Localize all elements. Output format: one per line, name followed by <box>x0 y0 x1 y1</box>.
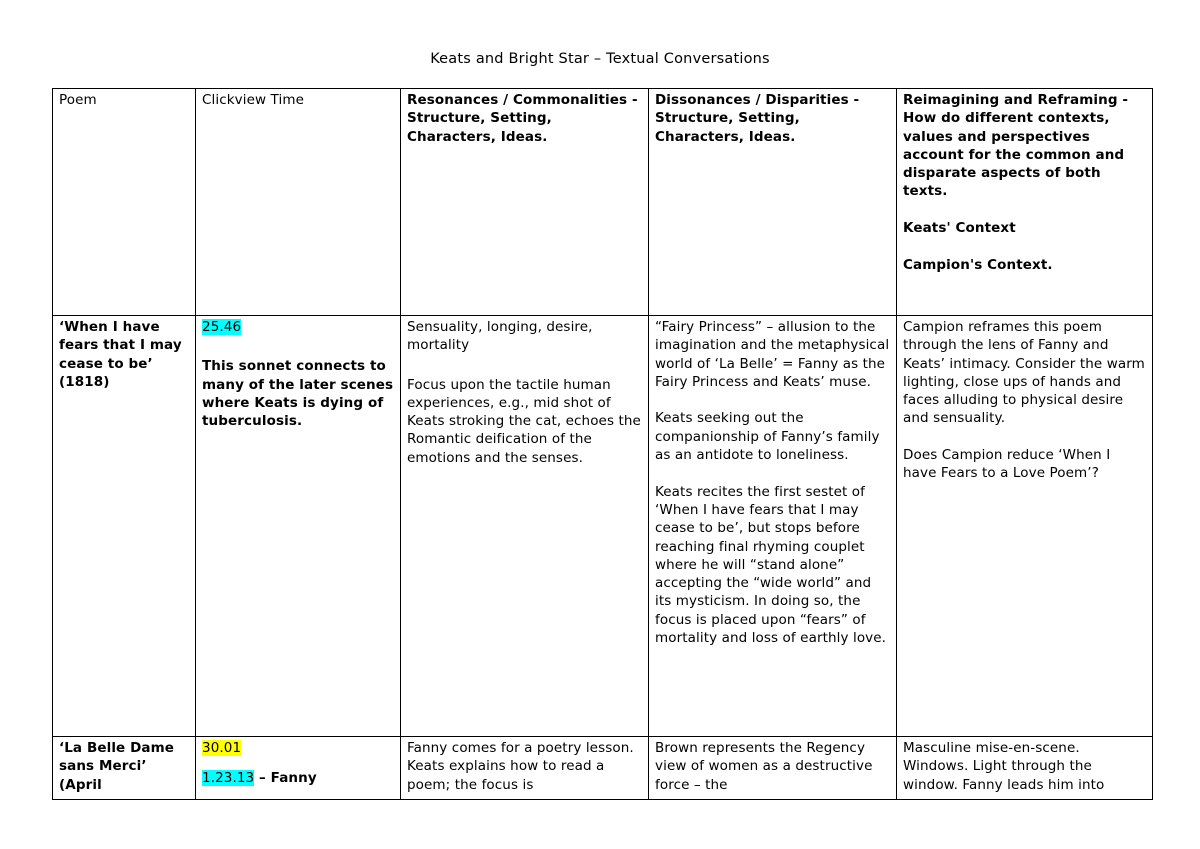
header-campion-context: Campion's Context. <box>903 256 1053 273</box>
table-row <box>53 316 1153 737</box>
header-reimagining <box>897 89 1153 316</box>
header-resonances: Resonances / Commonalities - Structure, Setting, Characters, Ideas. <box>401 89 649 316</box>
poem-cell: ‘La Belle Dame sans Merci’ (April <box>53 737 196 800</box>
table-header-row <box>53 89 1153 316</box>
resonances-cell: Sensuality, longing, desire, mortality Focus upon the tactile human experiences, e.g., mid shot of Keats stroking the cat, echoes the Romantic deification of the emotions and the senses. <box>401 316 649 737</box>
timestamp-highlight: 1.23.13 <box>202 770 255 787</box>
reimagining-cell: Masculine mise-en-scene. Windows. Light through the window. Fanny leads him into <box>897 737 1153 800</box>
clickview-cell <box>196 316 401 737</box>
dissonances-cell: Brown represents the Regency view of women as a destructive force – the <box>649 737 897 800</box>
poem-cell: ‘When I have fears that I may cease to be’ (1818) <box>53 316 196 737</box>
resonances-cell: Fanny comes for a poetry lesson. Keats explains how to read a poem; the focus is <box>401 737 649 800</box>
header-keats-context: Keats' Context <box>903 220 1016 237</box>
dissonances-cell: “Fairy Princess” – allusion to the imagination and the metaphysical world of ‘La Belle’ = Fanny as the Fairy Princess and Keats’ muse. Keats seeking out the companionship of Fanny’s family as an antidote to loneliness. Keats recites the first sestet of ‘When I have fears that I may cease to be’, but stops before reaching final rhyming couplet where he will “stand alone” accepting the “wide world” and its mysticism. In doing so, the focus is placed upon “fears” of mortality and loss of earthly love. <box>649 316 897 737</box>
document-title: Keats and Bright Star – Textual Conversations <box>430 51 770 67</box>
conversation-table <box>52 88 1153 800</box>
header-reimagining-text: Reimagining and Reframing - How do different contexts, values and perspectives account for the common and disparate aspects of both texts. <box>903 92 1129 200</box>
header-dissonances: Dissonances / Disparities - Structure, Setting, Characters, Ideas. <box>649 89 897 316</box>
header-clickview: Clickview Time <box>196 89 401 316</box>
timestamp-highlight: 30.01 <box>202 740 242 756</box>
header-poem: Poem <box>53 89 196 316</box>
clickview-cell: 30.01 1.23.13 – Fanny <box>196 737 401 800</box>
timestamp-highlight: 25.46 <box>202 319 242 335</box>
table-row <box>53 737 1153 800</box>
reimagining-cell: Campion reframes this poem through the lens of Fanny and Keats’ intimacy. Consider the warm lighting, close ups of hands and faces alluding to physical desire and sensuality. Does Campion reduce ‘When I have Fears to a Love Poem’? <box>897 316 1153 737</box>
time-note: This sonnet connects to many of the later scenes where Keats is dying of tuberculosis. <box>202 358 394 430</box>
